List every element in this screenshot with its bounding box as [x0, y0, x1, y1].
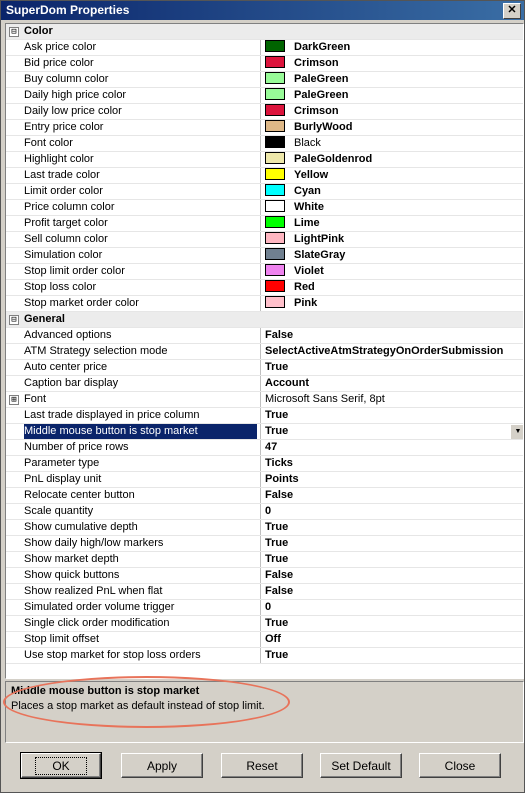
property-value-text: 47: [265, 441, 278, 453]
property-value[interactable]: [260, 184, 524, 199]
property-value[interactable]: [260, 72, 524, 87]
property-value[interactable]: [260, 424, 524, 439]
color-swatch: [265, 232, 285, 244]
property-value-text: False: [265, 329, 294, 341]
color-swatch: [265, 40, 285, 52]
property-row[interactable]: [6, 104, 523, 120]
property-row[interactable]: [6, 296, 523, 312]
property-value-text: PaleGoldenrod: [294, 153, 373, 165]
color-swatch: [265, 216, 285, 228]
color-swatch: [265, 200, 285, 212]
property-row[interactable]: [6, 600, 523, 616]
property-value[interactable]: [260, 536, 524, 551]
property-value-text: PaleGreen: [294, 73, 349, 85]
property-value[interactable]: [260, 248, 524, 263]
property-grid: [5, 23, 524, 679]
property-value-text: DarkGreen: [294, 41, 351, 53]
category-general[interactable]: [6, 312, 523, 328]
category-label: Color: [24, 25, 53, 37]
property-value[interactable]: [260, 440, 524, 455]
property-label: Stop limit offset: [24, 633, 99, 645]
property-value-text: SelectActiveAtmStrategyOnOrderSubmission: [265, 345, 504, 357]
property-row[interactable]: [6, 56, 523, 72]
property-row[interactable]: [6, 616, 523, 632]
property-value[interactable]: [260, 648, 524, 663]
property-value-text: Crimson: [294, 57, 339, 69]
property-value-text: Yellow: [294, 169, 329, 181]
property-value[interactable]: [260, 632, 524, 647]
property-label: Single click order modification: [24, 617, 170, 629]
property-value[interactable]: [260, 168, 524, 183]
property-value[interactable]: [260, 584, 524, 599]
property-row[interactable]: [6, 40, 523, 56]
property-value[interactable]: [260, 56, 524, 71]
property-row[interactable]: [6, 504, 523, 520]
property-label: Show realized PnL when flat: [24, 585, 163, 597]
property-row[interactable]: [6, 408, 523, 424]
color-swatch: [265, 296, 285, 308]
property-value[interactable]: [260, 216, 524, 231]
property-label: Show market depth: [24, 553, 119, 565]
property-value-text: Black: [294, 137, 321, 149]
property-value-text: True: [265, 537, 289, 549]
property-value-text: False: [265, 569, 294, 581]
property-value[interactable]: [260, 200, 524, 215]
property-row[interactable]: [6, 392, 523, 408]
property-label: Show quick buttons: [24, 569, 120, 581]
property-row[interactable]: [6, 88, 523, 104]
property-value[interactable]: [260, 568, 524, 583]
property-row[interactable]: [6, 200, 523, 216]
property-label: Bid price color: [24, 57, 94, 69]
property-value-text: Lime: [294, 217, 320, 229]
property-value[interactable]: [260, 408, 524, 423]
property-row[interactable]: [6, 376, 523, 392]
property-label: Font: [24, 393, 47, 405]
property-row[interactable]: [6, 216, 523, 232]
category-label: General: [24, 313, 65, 325]
property-value-text: Crimson: [294, 105, 339, 117]
property-label: Sell column color: [24, 233, 108, 245]
description-text: Places a stop market as default instead of stop limit.: [11, 700, 265, 712]
property-label: Stop loss color: [24, 281, 97, 293]
property-label: Last trade displayed in price column: [24, 409, 200, 421]
property-label: PnL display unit: [24, 473, 102, 485]
property-label: Highlight color: [24, 153, 94, 165]
property-value-text: Violet: [294, 265, 324, 277]
property-value[interactable]: [260, 552, 524, 567]
property-row[interactable]: [6, 632, 523, 648]
property-value-text: True: [265, 361, 289, 373]
close-icon[interactable]: ✕: [503, 3, 521, 19]
property-row[interactable]: [6, 488, 523, 504]
property-label: ATM Strategy selection mode: [24, 345, 168, 357]
property-value[interactable]: [260, 232, 524, 247]
property-row[interactable]: [6, 456, 523, 472]
color-swatch: [265, 56, 285, 68]
property-value-text: True: [265, 425, 289, 437]
property-value[interactable]: [260, 152, 524, 167]
property-row[interactable]: [6, 152, 523, 168]
property-row[interactable]: [6, 248, 523, 264]
expand-icon[interactable]: ⊞: [9, 395, 19, 405]
property-value[interactable]: [260, 360, 524, 375]
property-value-text: Pink: [294, 297, 318, 309]
property-label: Advanced options: [24, 329, 112, 341]
property-value[interactable]: [260, 296, 524, 311]
color-swatch: [265, 168, 285, 180]
property-row[interactable]: [6, 648, 523, 664]
property-value[interactable]: [260, 456, 524, 471]
description-title: Middle mouse button is stop market: [11, 685, 200, 697]
category-color[interactable]: [6, 24, 523, 40]
color-swatch: [265, 136, 285, 148]
reset-button[interactable]: Reset: [221, 753, 303, 778]
property-row[interactable]: [6, 472, 523, 488]
color-swatch: [265, 280, 285, 292]
property-label: Use stop market for stop loss orders: [24, 649, 201, 661]
ok-button[interactable]: OK: [21, 753, 101, 778]
property-row[interactable]: [6, 168, 523, 184]
property-value-text: True: [265, 617, 289, 629]
apply-button[interactable]: Apply: [121, 753, 203, 778]
property-label: Buy column color: [24, 73, 109, 85]
property-label: Auto center price: [24, 361, 108, 373]
property-value-text: True: [265, 521, 289, 533]
color-swatch: [265, 152, 285, 164]
property-value[interactable]: [260, 280, 524, 295]
property-value[interactable]: [260, 344, 524, 359]
property-value[interactable]: [260, 376, 524, 391]
property-label: Simulated order volume trigger: [24, 601, 175, 613]
property-label: Font color: [24, 137, 73, 149]
property-value[interactable]: [260, 264, 524, 279]
property-value[interactable]: [260, 40, 524, 55]
color-swatch: [265, 248, 285, 260]
property-value-text: PaleGreen: [294, 89, 349, 101]
property-value-text: Microsoft Sans Serif, 8pt: [265, 393, 385, 405]
property-value-text: BurlyWood: [294, 121, 353, 133]
property-row[interactable]: [6, 72, 523, 88]
property-label: Number of price rows: [24, 441, 129, 453]
property-row[interactable]: [6, 120, 523, 136]
property-row[interactable]: [6, 424, 523, 440]
property-row[interactable]: [6, 328, 523, 344]
property-value-text: Red: [294, 281, 315, 293]
property-row[interactable]: [6, 552, 523, 568]
property-row[interactable]: [6, 440, 523, 456]
property-value-text: LightPink: [294, 233, 345, 245]
property-row[interactable]: [6, 232, 523, 248]
property-value-text: Ticks: [265, 457, 293, 469]
property-value[interactable]: [260, 136, 524, 151]
collapse-icon[interactable]: ⊟: [9, 315, 19, 325]
property-value-text: True: [265, 649, 289, 661]
property-label: Profit target color: [24, 217, 108, 229]
property-value-text: Cyan: [294, 185, 321, 197]
property-label: Show daily high/low markers: [24, 537, 164, 549]
property-label: Caption bar display: [24, 377, 119, 389]
highlight-annotation: [3, 676, 290, 728]
property-value[interactable]: [260, 520, 524, 535]
property-label: Stop limit order color: [24, 265, 125, 277]
property-value-text: False: [265, 585, 294, 597]
property-row[interactable]: [6, 136, 523, 152]
property-label: Daily high price color: [24, 89, 127, 101]
property-value[interactable]: [260, 616, 524, 631]
property-value[interactable]: [260, 600, 524, 615]
property-label: Parameter type: [24, 457, 100, 469]
property-value-text: Points: [265, 473, 299, 485]
window-title: SuperDom Properties: [6, 3, 130, 17]
property-value-text: Off: [265, 633, 281, 645]
property-label: Stop market order color: [24, 297, 139, 309]
property-row[interactable]: [6, 568, 523, 584]
property-label: Middle mouse button is stop market: [24, 424, 257, 439]
color-swatch: [265, 72, 285, 84]
color-swatch: [265, 88, 285, 100]
property-label: Last trade color: [24, 169, 100, 181]
property-row[interactable]: [6, 360, 523, 376]
dropdown-arrow-icon[interactable]: ▼: [510, 424, 524, 439]
property-value[interactable]: [260, 328, 524, 343]
property-value[interactable]: [260, 488, 524, 503]
property-value[interactable]: [260, 88, 524, 103]
property-row[interactable]: [6, 184, 523, 200]
property-value-text: Account: [265, 377, 309, 389]
property-label: Simulation color: [24, 249, 103, 261]
collapse-icon[interactable]: ⊟: [9, 27, 19, 37]
property-value-text: SlateGray: [294, 249, 346, 261]
property-label: Daily low price color: [24, 105, 122, 117]
property-row[interactable]: [6, 536, 523, 552]
property-row[interactable]: [6, 584, 523, 600]
color-swatch: [265, 264, 285, 276]
color-swatch: [265, 104, 285, 116]
property-label: Price column color: [24, 201, 115, 213]
set-default-button[interactable]: Set Default: [320, 753, 402, 778]
property-row[interactable]: [6, 264, 523, 280]
property-label: Scale quantity: [24, 505, 94, 517]
property-row[interactable]: [6, 520, 523, 536]
property-value[interactable]: [260, 392, 524, 407]
property-value-text: True: [265, 409, 289, 421]
property-value[interactable]: [260, 472, 524, 487]
property-label: Limit order color: [24, 185, 103, 197]
property-label: Show cumulative depth: [24, 521, 138, 533]
property-value[interactable]: [260, 504, 524, 519]
property-label: Relocate center button: [24, 489, 135, 501]
title-bar[interactable]: [1, 1, 524, 20]
property-row[interactable]: [6, 280, 523, 296]
property-value-text: 0: [265, 601, 272, 613]
property-value-text: 0: [265, 505, 272, 517]
property-value[interactable]: [260, 104, 524, 119]
property-label: Ask price color: [24, 41, 97, 53]
close-button[interactable]: Close: [419, 753, 501, 778]
property-row[interactable]: [6, 344, 523, 360]
property-value-text: White: [294, 201, 324, 213]
property-value-text: False: [265, 489, 294, 501]
color-swatch: [265, 184, 285, 196]
property-value-text: True: [265, 553, 289, 565]
color-swatch: [265, 120, 285, 132]
property-value[interactable]: [260, 120, 524, 135]
property-label: Entry price color: [24, 121, 104, 133]
